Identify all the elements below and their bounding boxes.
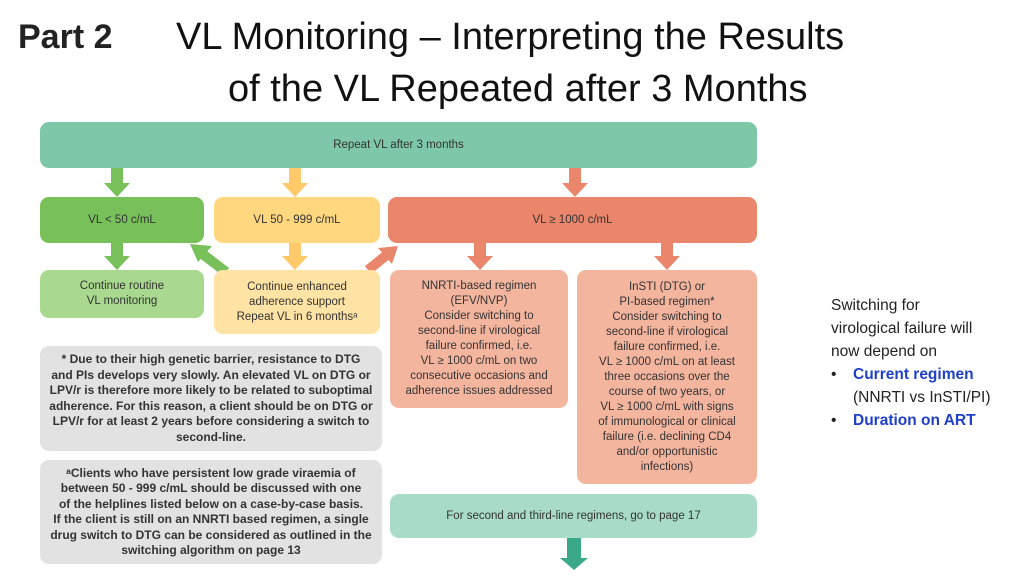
box-insti-pi-regimen-text: InSTI (DTG) or PI-based regimen* Consider switching to second-line if virological failure confirmed, i.e. VL ≥ 1000 c/mL on at least three occasions over the course of two years, or VL ≥ 1000 c/mL with signs of immunological or clinical failure (i.e. declining CD4 and/or opportunistic infections) <box>598 280 736 473</box>
box-insti-pi-regimen <box>577 270 757 484</box>
box-vl-mid-text: VL 50 - 999 c/mL <box>253 213 341 226</box>
arrow-to-mid <box>282 168 308 197</box>
arrow-high-to-insti <box>654 243 680 270</box>
note-star <box>40 346 382 451</box>
arrow-to-high <box>562 168 588 197</box>
box-continue-routine <box>40 270 204 318</box>
bullet-dot: • <box>831 412 837 429</box>
box-footer-regimens <box>390 494 757 538</box>
box-vl-low <box>40 197 204 243</box>
bullet-label: Duration on ART <box>853 412 976 429</box>
bullet-current-regimen <box>831 363 1017 409</box>
bullet-sub: (NNRTI vs InSTI/PI) <box>853 389 991 406</box>
box-vl-low-text: VL < 50 c/mL <box>88 213 156 226</box>
slide-title-line2: of the VL Repeated after 3 Months <box>228 68 808 110</box>
box-nnrti-regimen <box>390 270 568 408</box>
note-a-text: ᵃClients who have persistent low grade viraemia of between 50 - 999 c/mL should be discussed with one of the helplines listed below on a case-by-case basis. If the client is still on an NNRTI based regimen, a single drug switch to DTG can be considered as outlined in the switching algorithm on page 13 <box>50 465 372 557</box>
bullet-label: Current regimen <box>853 366 974 383</box>
side-panel <box>831 294 1017 432</box>
box-repeat-vl-text: Repeat VL after 3 months <box>333 138 464 151</box>
box-footer-regimens-text: For second and third-line regimens, go to page 17 <box>446 509 701 522</box>
box-vl-high <box>388 197 757 243</box>
bullet-dot: • <box>831 366 837 383</box>
box-enhanced-adherence-text: Continue enhanced adherence support Repeat VL in 6 monthsᵃ <box>236 280 358 323</box>
box-continue-routine-text: Continue routine VL monitoring <box>79 280 165 307</box>
arrow-enhanced-to-high <box>368 246 398 270</box>
box-nnrti-regimen-text: NNRTI-based regimen (EFV/NVP) Consider switching to second-line if virological failure confirmed, i.e. VL ≥ 1000 c/mL on two consecutive occasions and adherence issues addressed <box>405 280 553 397</box>
box-repeat-vl <box>40 122 757 168</box>
arrow-enhanced-to-low <box>190 244 226 272</box>
arrow-mid-to-enhanced <box>282 243 308 270</box>
box-vl-mid <box>214 197 380 243</box>
note-star-text: * Due to their high genetic barrier, resistance to DTG and PIs develops very slowly. An elevated VL on DTG or LPV/r is therefore more likely to be related to suboptimal adherence. For this reason, a client should be on DTG or LPV/r for at least 2 years before considering a switch to second-line. <box>49 352 373 444</box>
arrow-high-to-nnrti <box>467 243 493 270</box>
note-a <box>40 460 382 564</box>
box-vl-high-text: VL ≥ 1000 c/mL <box>532 213 613 226</box>
bullet-duration-art <box>831 409 1017 432</box>
arrow-low-to-routine <box>104 243 130 270</box>
arrow-to-low <box>104 168 130 197</box>
side-intro: Switching for virological failure will now depend on <box>831 297 973 360</box>
arrow-footer-down <box>560 538 588 570</box>
slide-title-line1: VL Monitoring – Interpreting the Results <box>176 16 845 58</box>
part-label: Part 2 <box>18 18 113 56</box>
box-enhanced-adherence <box>214 270 380 334</box>
